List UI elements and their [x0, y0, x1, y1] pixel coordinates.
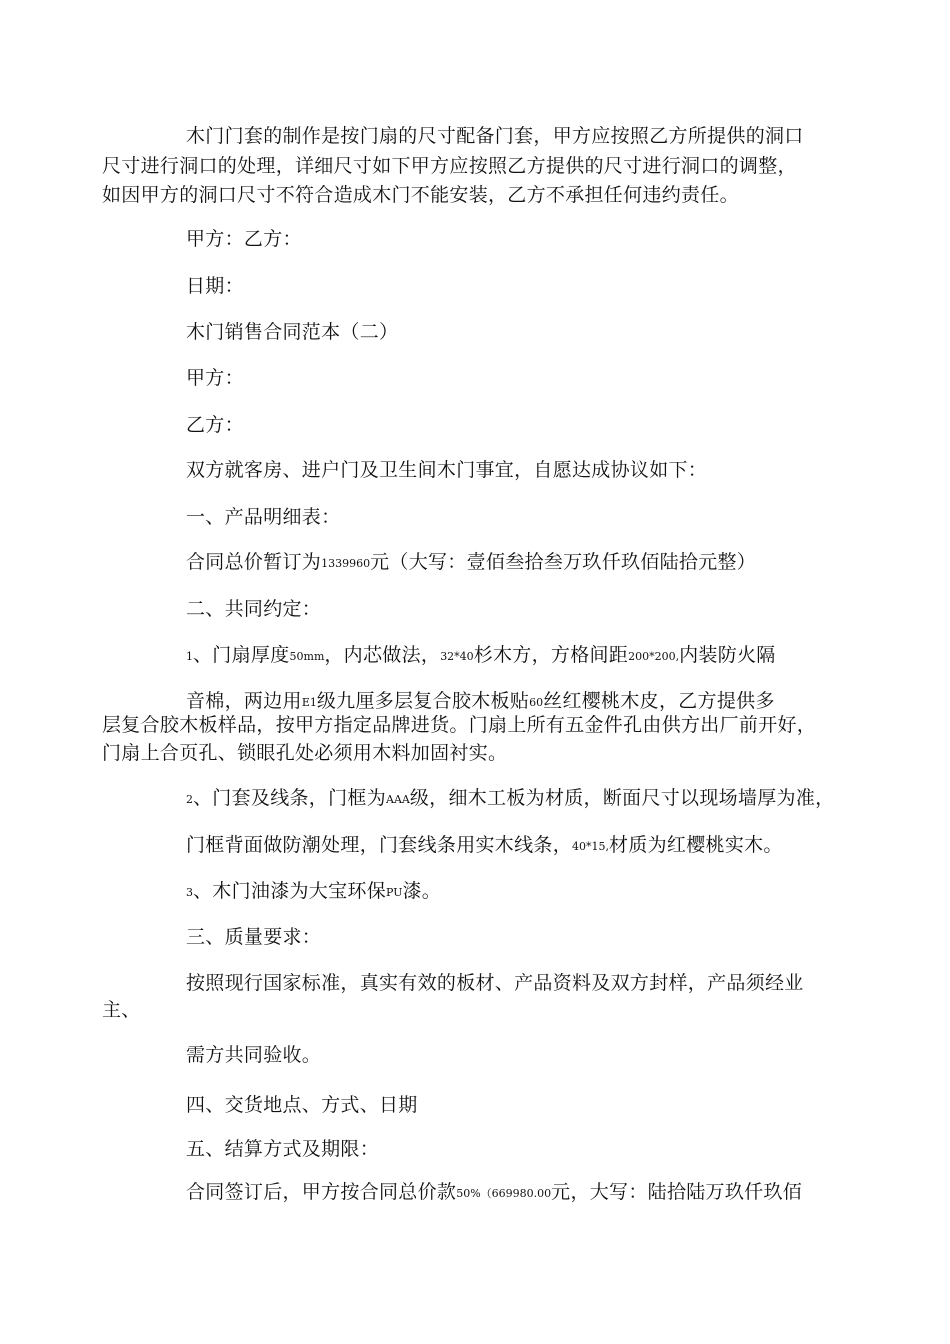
date-line: 日期： — [186, 275, 244, 297]
clause-line: 层复合胶木板样品，按甲方指定品牌进货。门扇上所有五金件孔由供方出厂前开好， — [102, 714, 817, 736]
intro-line: 双方就客房、进户门及卫生间木门事宜，自愿达成协议如下： — [186, 459, 708, 481]
section-heading: 二、共同约定： — [186, 598, 322, 620]
section-heading: 三、质量要求： — [186, 926, 322, 948]
paragraph-line: 如因甲方的洞口尺寸不符合造成木门不能安装，乙方不承担任何违约责任。 — [102, 184, 739, 206]
paragraph-line: 尺寸进行洞口的处理，详细尺寸如下甲方应按照乙方提供的尺寸进行洞口的调整， — [102, 155, 797, 177]
clause-line: 门扇上合页孔、锁眼孔处必须用木料加固衬实。 — [102, 742, 508, 764]
clause-line: 门框背面做防潮处理，门套线条用实木线条，40*15,材质为红樱桃实木。 — [186, 834, 783, 856]
party-a-line: 甲方： — [186, 367, 244, 389]
section-heading: 一、产品明细表： — [186, 506, 341, 528]
section-heading: 四、交货地点、方式、日期 — [186, 1094, 418, 1116]
total-price-line: 合同总价暂订为1339960元（大写：壹佰叁拾叁万玖仟玖佰陆拾元整） — [186, 551, 757, 573]
party-b-line: 乙方： — [186, 414, 244, 436]
clause-line: 1、门扇厚度50mm，内芯做法，32*40杉木方，方格间距200*200,内装防火隔 — [186, 644, 776, 666]
paragraph-line: 按照现行国家标准，真实有效的板材、产品资料及双方封样，产品须经业 — [186, 972, 804, 994]
paragraph-line: 需方共同验收。 — [186, 1044, 322, 1066]
section-heading: 五、结算方式及期限： — [186, 1138, 380, 1160]
clause-line: 2、门套及线条，门框为AAA级，细木工板为材质，断面尺寸以现场墙厚为准， — [186, 787, 835, 809]
paragraph-line: 主、 — [102, 999, 141, 1021]
payment-line: 合同签订后，甲方按合同总价款50%（669980.00元，大写：陆拾陆万玖仟玖佰 — [186, 1181, 803, 1203]
clause-line: 3、木门油漆为大宝环保PU漆。 — [186, 880, 442, 902]
paragraph-line: 木门门套的制作是按门扇的尺寸配备门套，甲方应按照乙方所提供的洞口 — [186, 125, 804, 147]
signature-line: 甲方：乙方： — [186, 228, 302, 250]
clause-line: 音棉，两边用E1级九厘多层复合胶木板贴60丝红樱桃木皮，乙方提供多 — [186, 690, 775, 712]
document-title: 木门销售合同范本（二） — [186, 321, 399, 343]
